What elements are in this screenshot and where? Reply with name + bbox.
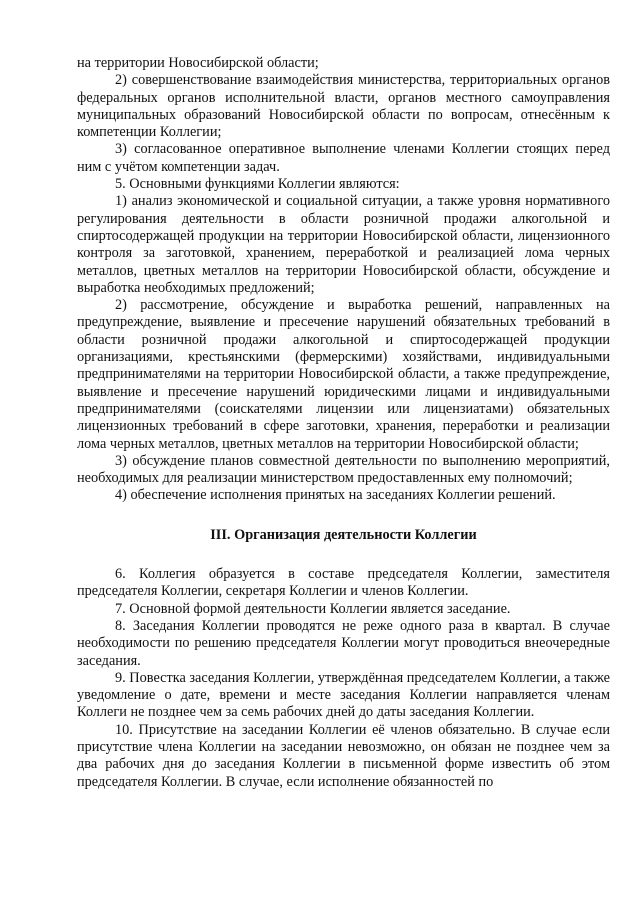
paragraph-item-8: 8. Заседания Коллегии проводятся не реже одного раза в квартал. В случае необходимости по решению председателя Коллегии могут проводиться внеочередные заседания. (77, 617, 610, 669)
paragraph-continuation: на территории Новосибирской области; (77, 55, 319, 71)
section-heading: III. Организация деятельности Коллегии (210, 526, 477, 543)
paragraph-task-3: 3) согласованное оперативное выполнение членами Коллегии стоящих перед ним с учётом компетенции задач. (77, 141, 610, 175)
paragraph-item-9: 9. Повестка заседания Коллегии, утверждённая председателем Коллегии, а также уведомление о дате, времени и месте заседания Коллегии направляется членам Коллеги не позднее чем за семь рабочих дней до даты заседания Коллегии. (77, 669, 610, 721)
paragraph-task-2: 2) совершенствование взаимодействия министерства, территориальных органов федеральных органов исполнительной власти, органов местного самоуправления муниципальных образований Новосибирской области по вопросам, отнесённым к компетенции Коллегии; (77, 72, 610, 141)
paragraph-item-5: 5. Основными функциями Коллегии являются: (115, 176, 400, 193)
paragraph-function-1: 1) анализ экономической и социальной ситуации, а также уровня нормативного регулирования деятельности в области розничной продажи алкогольной и спиртосодержащей продукции на территории Новосибирской области, лицензионного контроля за заготовкой, хранением, переработкой и реализацией лома черных металлов, цветных металлов на территории Новосибирской области, обсуждение и выработка необходимых предложений; (77, 193, 610, 296)
paragraph-function-2: 2) рассмотрение, обсуждение и выработка решений, направленных на предупреждение, выявление и пресечение нарушений обязательных требований в области розничной продажи алкогольной и спиртосодержащей продукции организациями, крестьянскими (фермерскими) хозяйствами, индивидуальными предпринимателями на территории Новосибирской области, а также предупреждение, выявление и пресечение нарушений юридическими лицами и индивидуальными предпринимателями (соискателями лицензии или лицензиатами) обязательных лицензионных требований в сфере заготовки, хранения, переработки и реализации лома черных металлов, цветных металлов на территории Новосибирской области; (77, 297, 610, 452)
paragraph-function-3: 3) обсуждение планов совместной деятельности по выполнению мероприятий, необходимых для реализации министерством предоставленных ему полномочий; (77, 452, 610, 487)
paragraph-item-10: 10. Присутствие на заседании Коллегии её членов обязательно. В случае если присутствие члена Коллегии на заседании невозможно, он обязан не позднее чем за два рабочих дня до заседания Коллегии в письменной форме известить об этом председателя Коллегии. В случае, если исполнение обязанностей по (77, 721, 610, 790)
paragraph-item-7: 7. Основной формой деятельности Коллегии является заседание. (115, 600, 511, 617)
paragraph-item-6: 6. Коллегия образуется в составе председателя Коллегии, заместителя председателя Коллегии, секретаря Коллегии и членов Коллегии. (77, 566, 610, 600)
paragraph-function-4: 4) обеспечение исполнения принятых на заседаниях Коллегии решений. (115, 487, 556, 504)
